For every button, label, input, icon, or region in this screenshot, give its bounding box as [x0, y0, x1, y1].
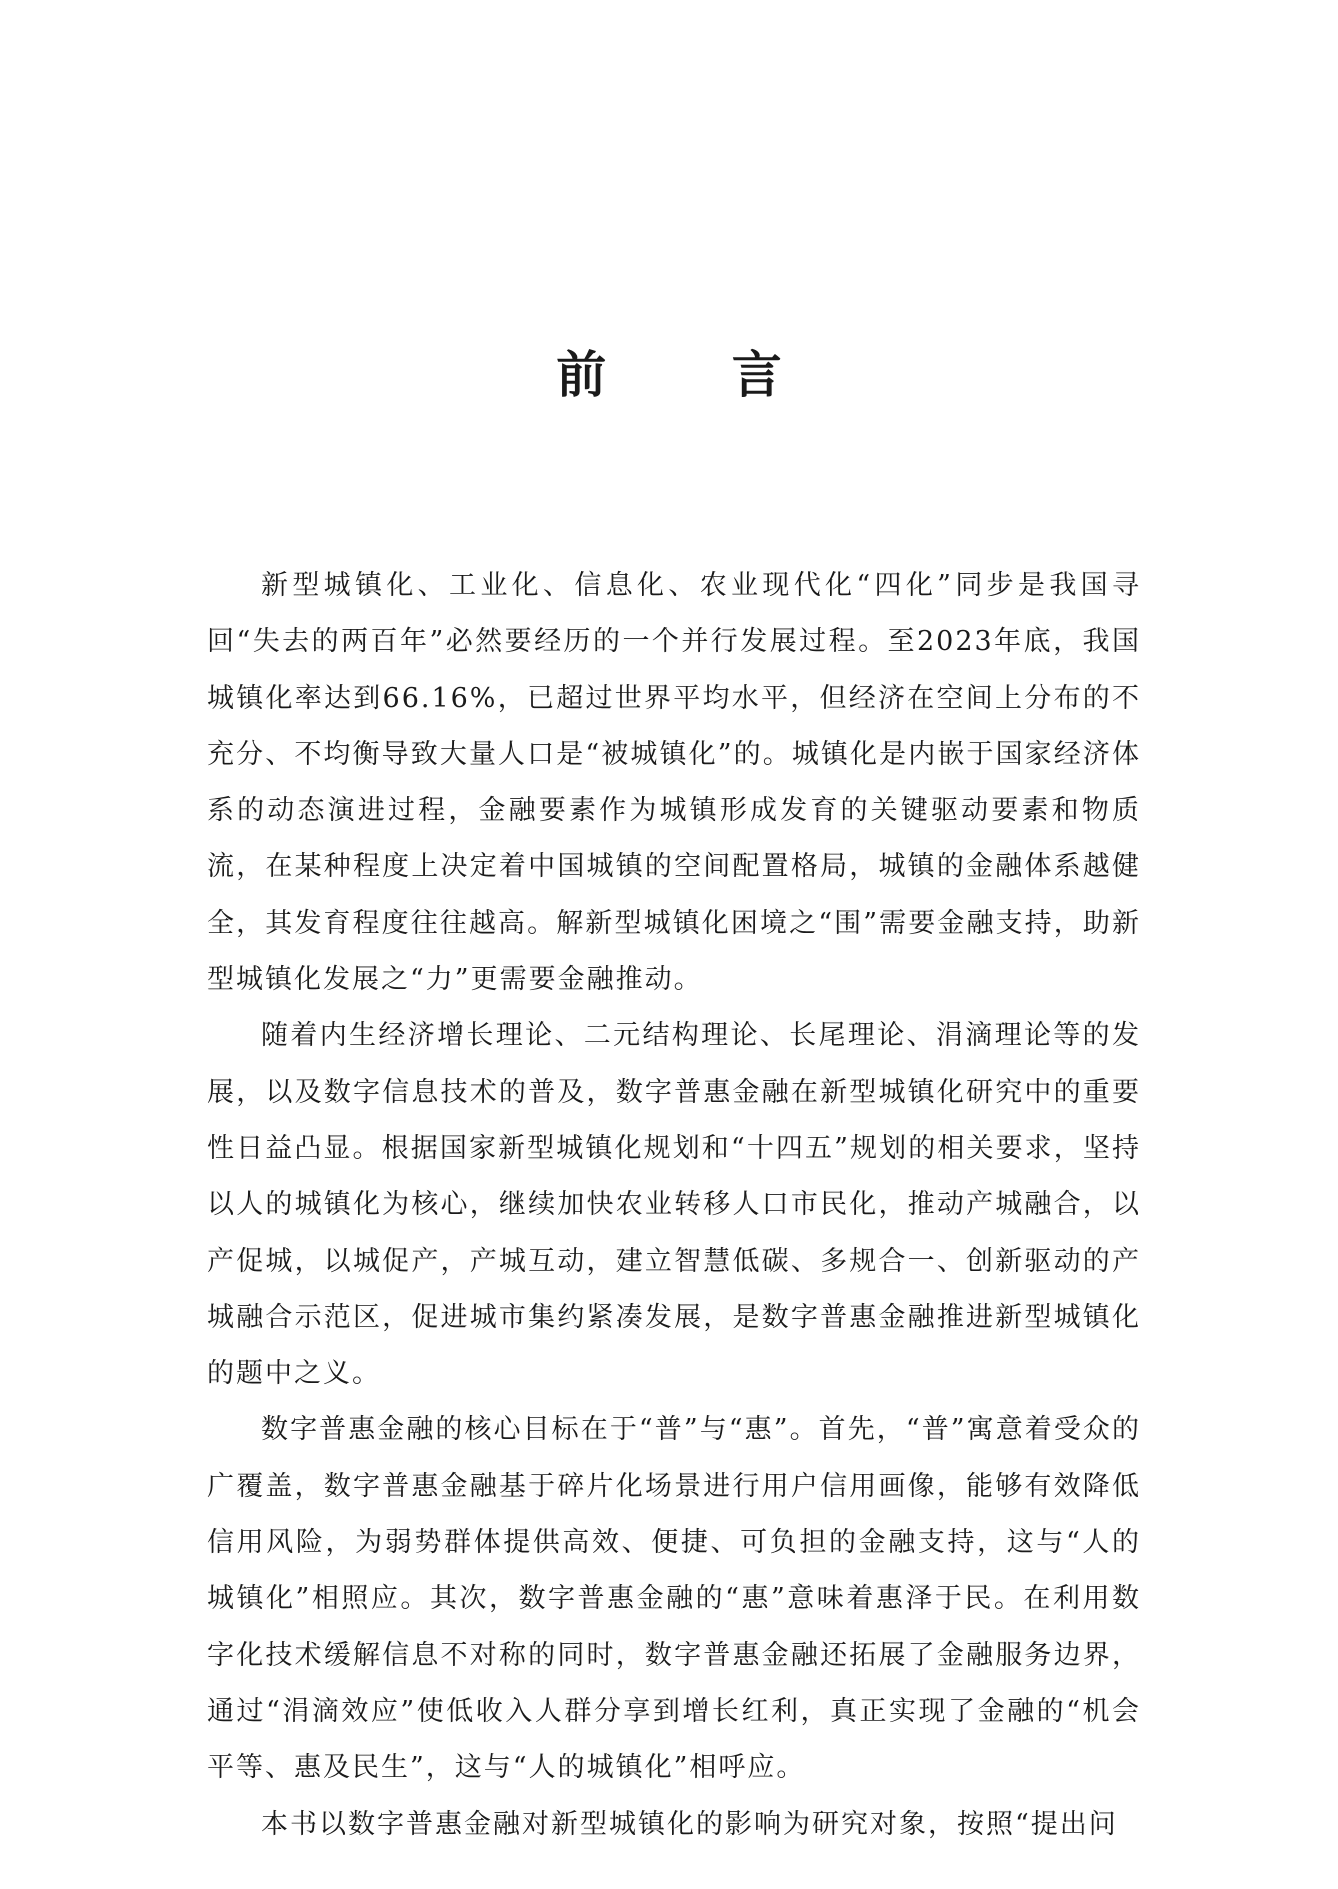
paragraph: 本书以数字普惠金融对新型城镇化的影响为研究对象，按照“提出问	[261, 1808, 1118, 1840]
preface-body	[207, 558, 1141, 1853]
paragraph: 新型城镇化、工业化、信息化、农业现代化“四化”同步是我国寻回“失去的两百年”必然要经历的一个并行发展过程。至2023年底，我国城镇化率达到66.16%，已超过世界平均水平，但经济在空间上分布的不充分、不均衡导致大量人口是“被城镇化”的。城镇化是内嵌于国家经济体系的动态演进过程，金融要素作为城镇形成发育的关键驱动要素和物质流，在某种程度上决定着中国城镇的空间配置格局，城镇的金融体系越健全，其发育程度往往越高。解新型城镇化困境之“围”需要金融支持，助新型城镇化发展之“力”更需要金融推动。	[207, 570, 1141, 996]
page-title: 前 言	[556, 346, 836, 404]
paragraph: 数字普惠金融的核心目标在于“普”与“惠”。首先，“普”寓意着受众的广覆盖，数字普惠金融基于碎片化场景进行用户信用画像，能够有效降低信用风险，为弱势群体提供高效、便捷、可负担的金融支持，这与“人的城镇化”相照应。其次，数字普惠金融的“惠”意味着惠泽于民。在利用数字化技术缓解信息不对称的同时，数字普惠金融还拓展了金融服务边界，通过“涓滴效应”使低收入人群分享到增长红利，真正实现了金融的“机会平等、惠及民生”，这与“人的城镇化”相呼应。	[207, 1414, 1141, 1784]
paragraph: 随着内生经济增长理论、二元结构理论、长尾理论、涓滴理论等的发展，以及数字信息技术的普及，数字普惠金融在新型城镇化研究中的重要性日益凸显。根据国家新型城镇化规划和“十四五”规划的相关要求，坚持以人的城镇化为核心，继续加快农业转移人口市民化，推动产城融合，以产促城，以城促产，产城互动，建立智慧低碳、多规合一、创新驱动的产城融合示范区，促进城市集约紧凑发展，是数字普惠金融推进新型城镇化的题中之义。	[207, 1020, 1141, 1390]
